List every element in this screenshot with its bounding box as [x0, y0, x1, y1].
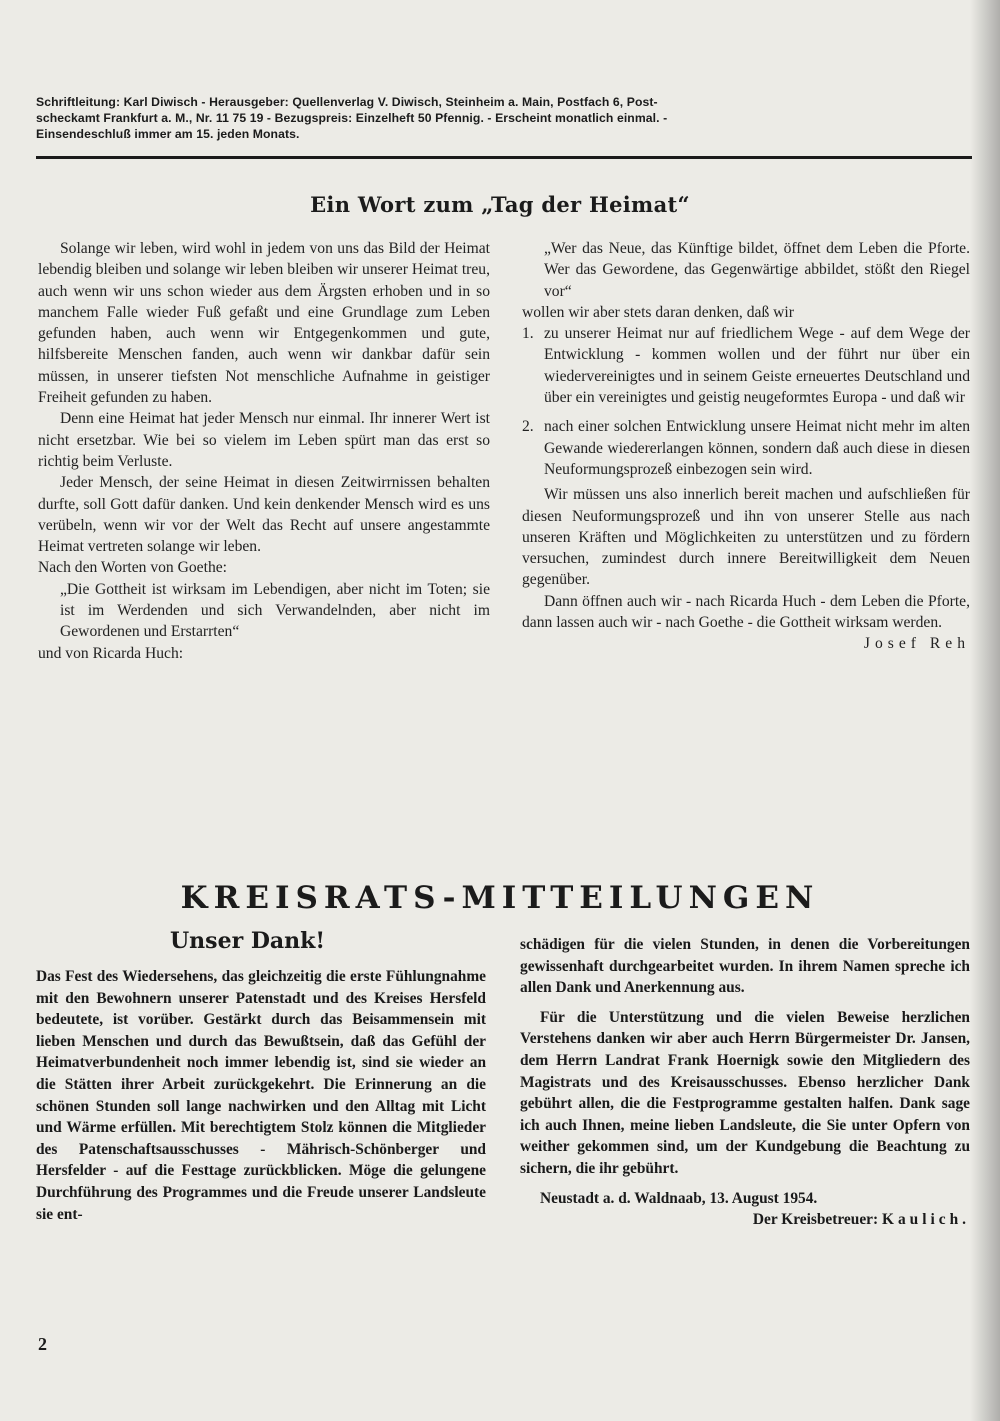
item-text: nach einer solchen Entwicklung unsere Heimat nicht mehr im alten Gewande wiedererlangen können, sondern daß auch diese in diesen Neuformungsprozeß einbezogen sein wird. — [544, 418, 970, 478]
article-paragraph: Nach den Worten von Goethe: — [38, 559, 227, 577]
masthead-line-3: Einsendeschluß immer am 15. jeden Monats. — [36, 127, 300, 141]
numbered-item — [522, 416, 970, 480]
article-left-column — [38, 238, 490, 664]
article-paragraph: wollen wir aber stets daran denken, daß wir — [522, 303, 794, 321]
page-edge-shadow — [970, 0, 1000, 1421]
article-paragraph: Dann öffnen auch wir - nach Ricarda Huch - dem Leben die Pforte, dann lassen auch wir - nach Goethe - die Gottheit wirksam werden. — [522, 592, 970, 632]
section-subtitle: Unser Dank! — [170, 928, 326, 954]
numbered-item — [522, 323, 970, 408]
masthead-line-1: Schriftleitung: Karl Diwisch - Herausgeber: Quellenverlag V. Diwisch, Steinheim a. Main, Postfach 6, Post- — [36, 95, 658, 109]
kreisrat-left-column — [36, 966, 486, 1225]
signer — [520, 1209, 970, 1231]
section-title: KREISRATS-MITTEILUNGEN — [180, 880, 820, 916]
article-signature: Josef Reh — [863, 635, 970, 653]
signer-label: Der Kreisbetreuer: — [752, 1211, 879, 1229]
kreisrat-paragraph: schädigen für die vielen Stunden, in denen die Vorbereitungen gewissenhaft durchgearbeitet wurden. In ihrem Namen spreche ich allen Dank und Anerkennung aus. — [520, 936, 970, 997]
article-paragraph: und von Ricarda Huch: — [38, 644, 184, 662]
place-date: Neustadt a. d. Waldnaab, 13. August 1954. — [540, 1189, 818, 1207]
page-number: 2 — [38, 1334, 47, 1354]
article-paragraph: Solange wir leben, wird wohl in jedem von uns das Bild der Heimat lebendig bleiben und solange wir leben bleiben wir unserer Heimat treu, auch wenn wir uns schon wieder aus dem Ärgsten erhoben und in so manchem Falle wieder Fuß gefaßt und eine Grundlage zum Leben gefunden haben, auch wenn wir Entgegenkommen und gute, hilfsbereite Menschen fanden, auch wenn wir dankbar dafür sein müssen, in unserer tiefsten Not menschliche Aufnahme in geistiger Freiheit gefunden zu haben. — [38, 240, 490, 407]
article-title: Ein Wort zum „Tag der Heimat“ — [310, 192, 690, 217]
item-text: zu unserer Heimat nur auf friedlichem Wege - auf dem Wege der Entwicklung - kommen wollen und der führt nur über ein wiedervereinigtes und in seinem Geiste erneuertes Deutschland und über ein vereinigtes und geistig neugeformtes Europa - und daß wir — [544, 325, 970, 407]
item-number: 2. — [522, 418, 534, 436]
goethe-quote: „Die Gottheit ist wirksam im Lebendigen, aber nicht im Toten; sie ist im Werdenden und sich Verwandelnden, aber nicht im Gewordenen und Erstarrten“ — [60, 580, 490, 641]
kreisrat-paragraph: Für die Unterstützung und die vielen Beweise herzlichen Verstehens danken wir aber auch Herrn Bürgermeister Dr. Jansen, dem Herrn Landrat Frank Hoernigk sowie den Mitgliedern des Magistrats und des Kreisausschusses. Ebenso herzlicher Dank gebührt allen, die die Festprogramme gestalten halfen. Dank sage ich auch Ihnen, meine lieben Landsleute, die Sie unter Opfern von weither gekommen sind, um der Kundgebung die Beachtung zu sichern, die ihr gebührt. — [520, 1008, 970, 1177]
kreisrat-right-column — [520, 934, 970, 1231]
article-paragraph: Wir müssen uns also innerlich bereit machen und aufschließen für diesen Neuformungsprozeß und ihn von unserer Stelle aus nach unseren Kräften und Möglichkeiten zu unterstützen und zu fördern versuchen, zumindest durch innere Bereitwilligkeit dem Neuen gegenüber. — [522, 486, 970, 589]
item-number: 1. — [522, 325, 534, 343]
header-rule — [36, 156, 972, 159]
article-paragraph: Denn eine Heimat hat jeder Mensch nur einmal. Ihr innerer Wert ist nicht ersetzbar. Wie bei so vielem im Leben spürt man das erst so richtig beim Verluste. — [38, 410, 490, 470]
signer-name: Kaulich. — [881, 1211, 970, 1229]
article-right-column — [522, 238, 970, 655]
masthead — [36, 94, 976, 142]
article-paragraph: Jeder Mensch, der seine Heimat in diesen Zeitwirrnissen behalten durfte, soll Gott dafür danken. Und kein denkender Mensch wird es uns verübeln, wenn wir vor der Welt das Recht auf unsere angestammte Heimat vertreten solange wir leben. — [38, 474, 490, 556]
masthead-line-2: scheckamt Frankfurt a. M., Nr. 11 75 19 - Bezugspreis: Einzelheft 50 Pfennig. - Erscheint monatlich einmal. - — [36, 111, 668, 125]
huch-quote: „Wer das Neue, das Künftige bildet, öffnet dem Leben die Pforte. Wer das Gewordene, das Gegenwärtige abbildet, stößt den Riegel vor“ — [544, 240, 970, 300]
kreisrat-paragraph: Das Fest des Wiedersehens, das gleichzeitig die erste Fühlungnahme mit den Bewohnern unserer Patenstadt und des Kreises Hersfeld bedeutete, ist vorüber. Gestärkt durch das Beisammensein mit lieben Menschen und durch das Bewußtsein, daß das Gefühl der Heimatverbundenheit noch immer lebendig ist, sind sie wieder an die Stätten ihrer Arbeit zurückgekehrt. Die Erinnerung an die schönen Stunden soll lange nachwirken und den Alltag mit Licht und Wärme erfüllen. Mit berechtigtem Stolz können die Mitglieder des Patenschaftsausschusses - Mährisch-Schönberger und Hersfelder - auf die Festtage zurückblicken. Möge die gelungene Durchführung des Programmes und die Freude unserer Landsleute sie ent- — [36, 968, 486, 1223]
